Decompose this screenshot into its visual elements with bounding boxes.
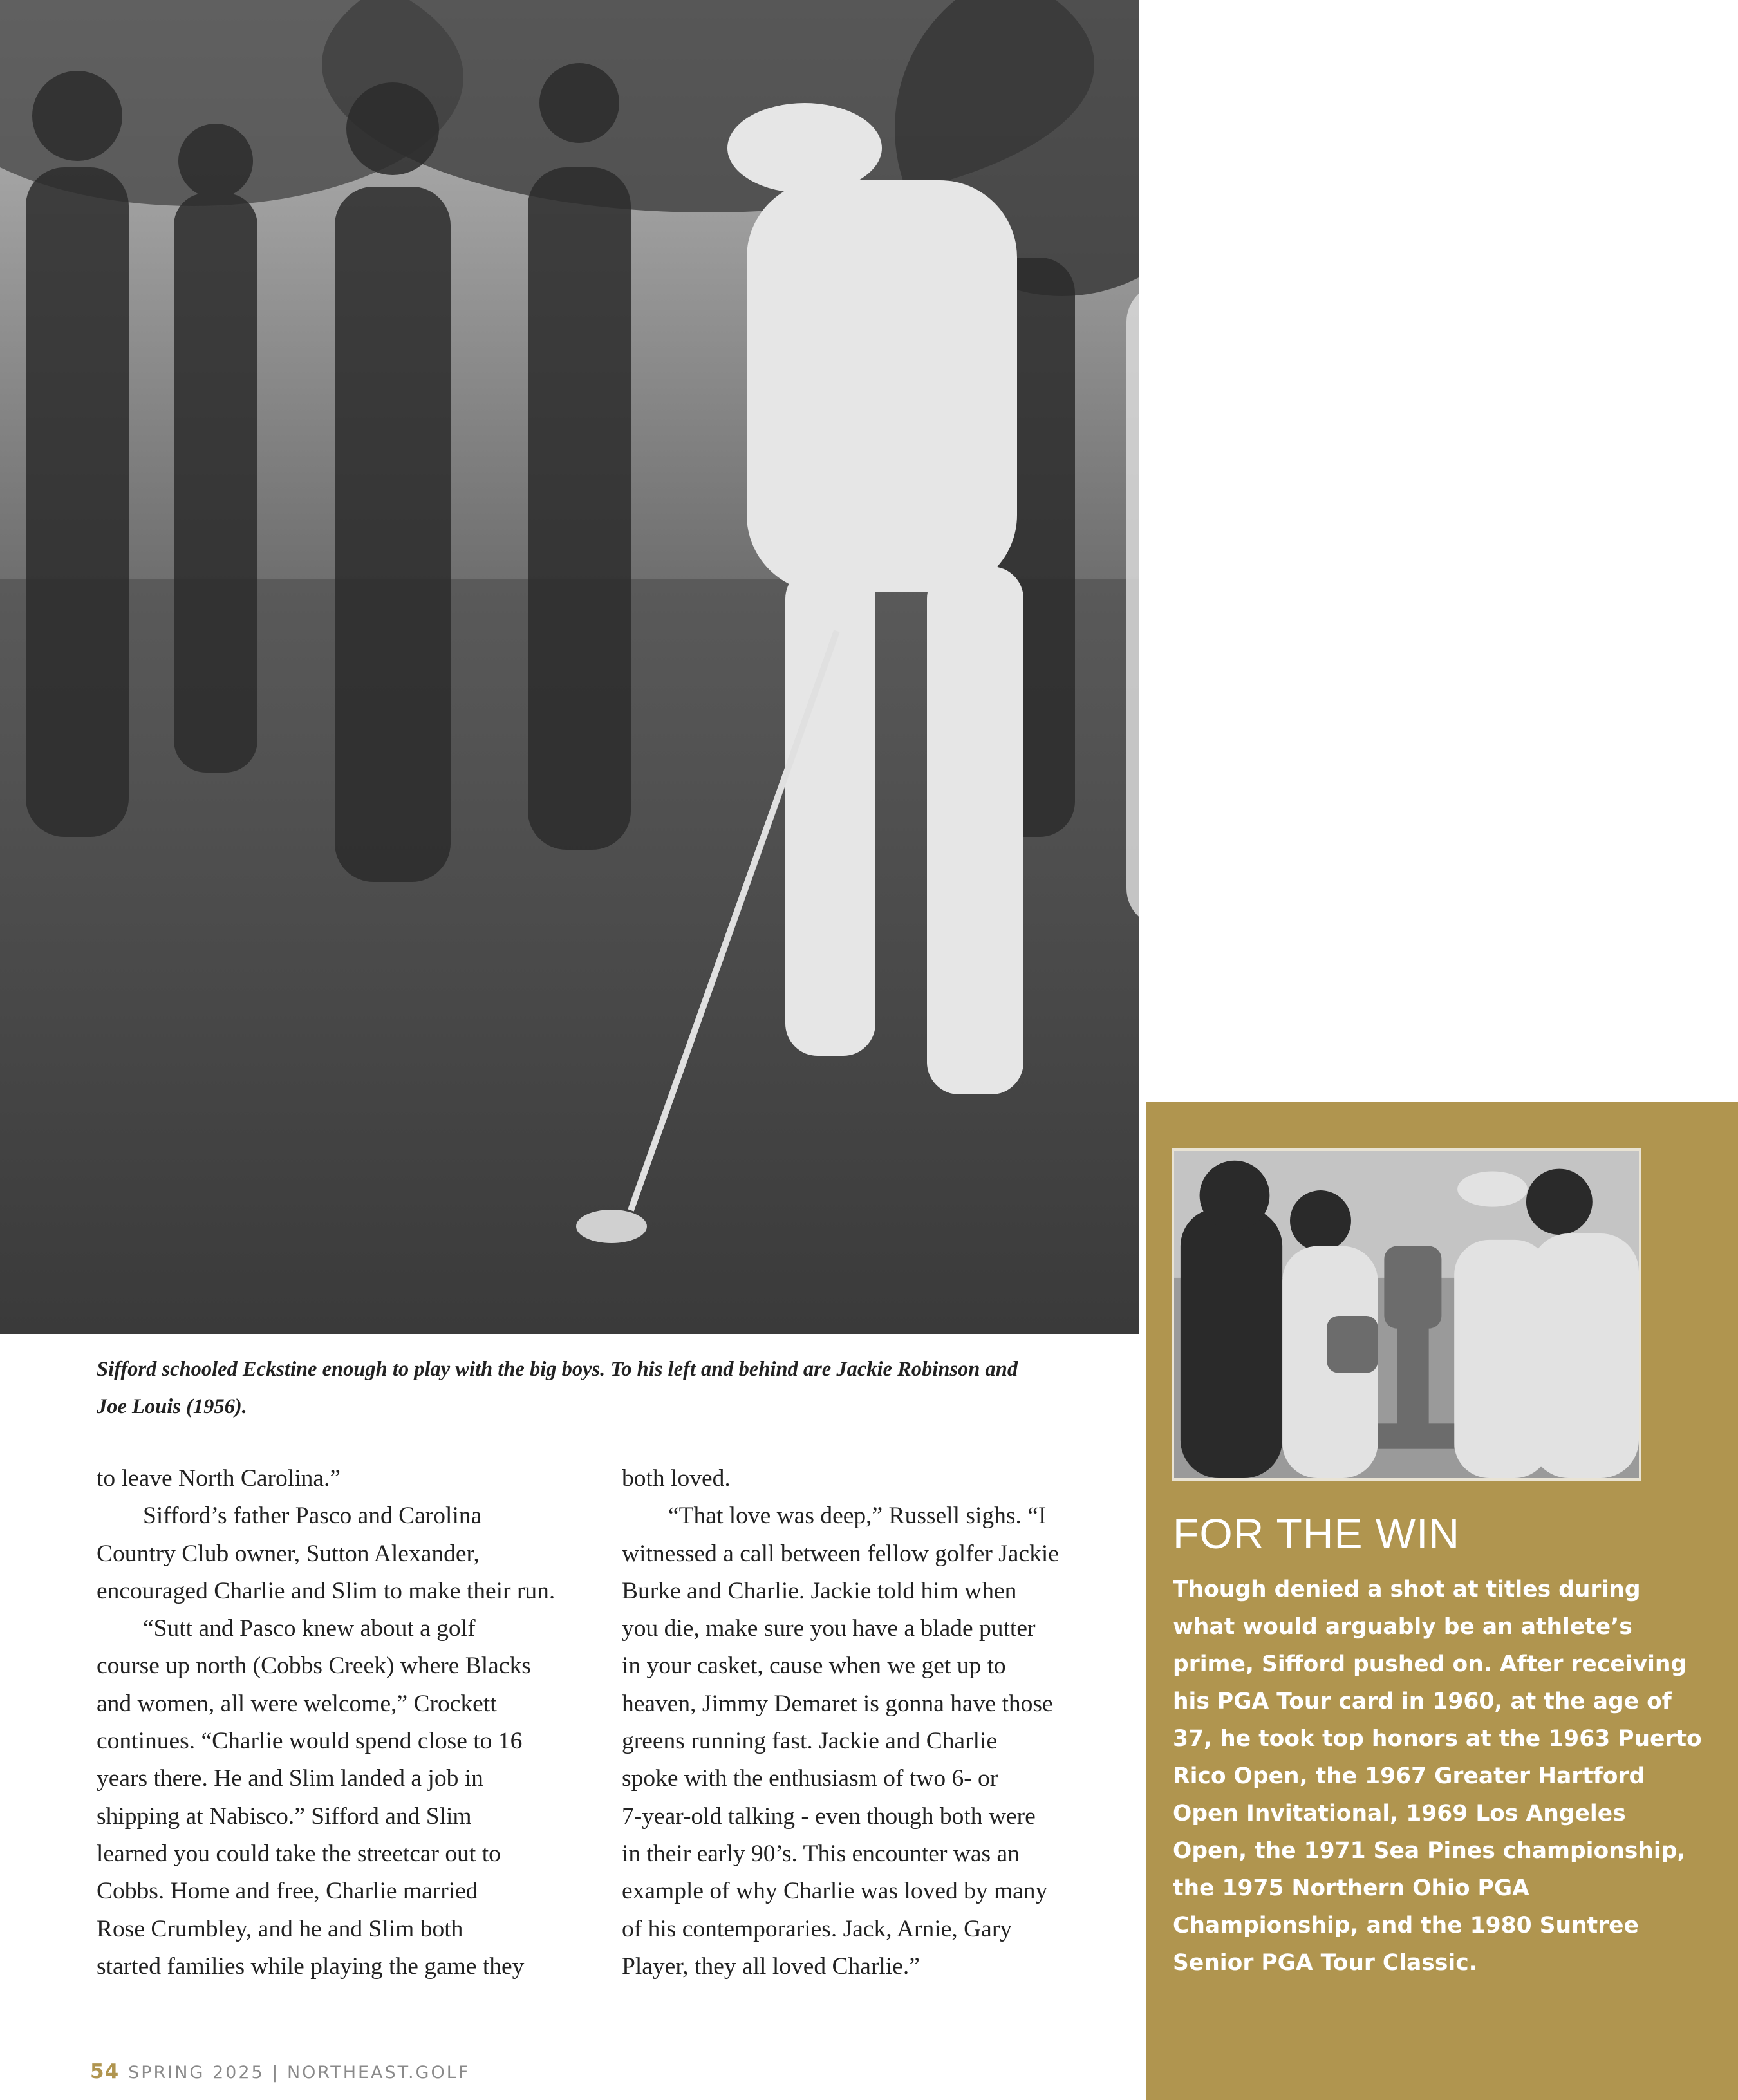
text-line: his PGA Tour card in 1960, at the age of [1173, 1689, 1672, 1714]
text-line: Championship, and the 1980 Suntree [1173, 1913, 1639, 1938]
text-line: Cobbs. Home and free, Charlie married [97, 1878, 478, 1905]
text-line: Rose Crumbley, and he and Slim both [97, 1915, 463, 1942]
text-line: Country Club owner, Sutton Alexander, [97, 1540, 480, 1567]
text-line: course up north (Cobbs Creek) where Blacks [97, 1653, 531, 1680]
text-line: the 1975 Northern Ohio PGA [1173, 1875, 1529, 1901]
text-line: shipping at Nabisco.” Sifford and Slim [97, 1803, 472, 1830]
text-line: what would arguably be an athlete’s [1173, 1614, 1632, 1640]
text-line: Rico Open, the 1967 Greater Hartford [1173, 1763, 1645, 1789]
page-number: 54 [90, 2060, 120, 2083]
text-line: both loved. [622, 1465, 731, 1492]
text-line: learned you could take the streetcar out to [97, 1840, 501, 1867]
text-line: continues. “Charlie would spend close to 16 [97, 1728, 523, 1755]
caption-line: Sifford schooled Eckstine enough to play with the big boys. To his left and behind are Jackie Robinson and [97, 1358, 1018, 1381]
text-line: encouraged Charlie and Slim to make their run. [97, 1577, 556, 1604]
text-line: in their early 90’s. This encounter was an [622, 1840, 1020, 1867]
text-line: Open Invitational, 1969 Los Angeles [1173, 1801, 1626, 1826]
text-line: prime, Sifford pushed on. After receiving [1173, 1651, 1687, 1677]
text-line: example of why Charlie was loved by many [622, 1878, 1048, 1905]
text-line: Senior PGA Tour Classic. [1173, 1950, 1477, 1976]
page-footer [90, 2060, 470, 2083]
trophy-scene-illustration [1174, 1151, 1639, 1478]
article-column-2 [622, 1460, 1124, 1985]
text-line: started families while playing the game they [97, 1953, 525, 1980]
golf-scene-illustration [0, 0, 1139, 1334]
text-line: 7-year-old talking - even though both were [622, 1803, 1036, 1830]
text-line: Player, they all loved Charlie.” [622, 1953, 920, 1980]
text-line: in your casket, cause when we get up to [622, 1653, 1006, 1680]
text-line: Burke and Charlie. Jackie told him when [622, 1577, 1017, 1604]
text-line: of his contemporaries. Jack, Arnie, Gary [622, 1915, 1013, 1942]
text-line: years there. He and Slim landed a job in [97, 1765, 483, 1792]
article-column-1 [97, 1460, 599, 1985]
text-line: heaven, Jimmy Demaret is gonna have those [622, 1690, 1053, 1717]
caption-line: Joe Louis (1956). [97, 1395, 247, 1418]
photo-caption [97, 1351, 1120, 1425]
text-line: “Sutt and Pasco knew about a golf [143, 1615, 476, 1642]
sidebar-for-the-win [1146, 1102, 1738, 2100]
text-line: Though denied a shot at titles during [1173, 1577, 1641, 1602]
text-line: you die, make sure you have a blade putter [622, 1615, 1036, 1642]
main-photo-golfer-swing [0, 0, 1139, 1334]
text-line: Sifford’s father Pasco and Carolina [143, 1503, 482, 1530]
sidebar-title: FOR THE WIN [1173, 1510, 1461, 1557]
text-line: Open, the 1971 Sea Pines championship, [1173, 1838, 1686, 1864]
text-line: greens running fast. Jackie and Charlie [622, 1728, 998, 1755]
issue-label: SPRING 2025 | NORTHEAST.GOLF [128, 2063, 471, 2083]
text-line: spoke with the enthusiasm of two 6- or [622, 1765, 998, 1792]
inset-photo-trophy [1172, 1148, 1641, 1481]
text-line: to leave North Carolina.” [97, 1465, 341, 1492]
text-line: and women, all were welcome,” Crockett [97, 1690, 497, 1717]
text-line: “That love was deep,” Russell sighs. “I [668, 1503, 1047, 1530]
text-line: witnessed a call between fellow golfer Jackie [622, 1540, 1059, 1567]
text-line: 37, he took top honors at the 1963 Puerto [1173, 1726, 1702, 1752]
sidebar-body [1173, 1571, 1702, 1982]
